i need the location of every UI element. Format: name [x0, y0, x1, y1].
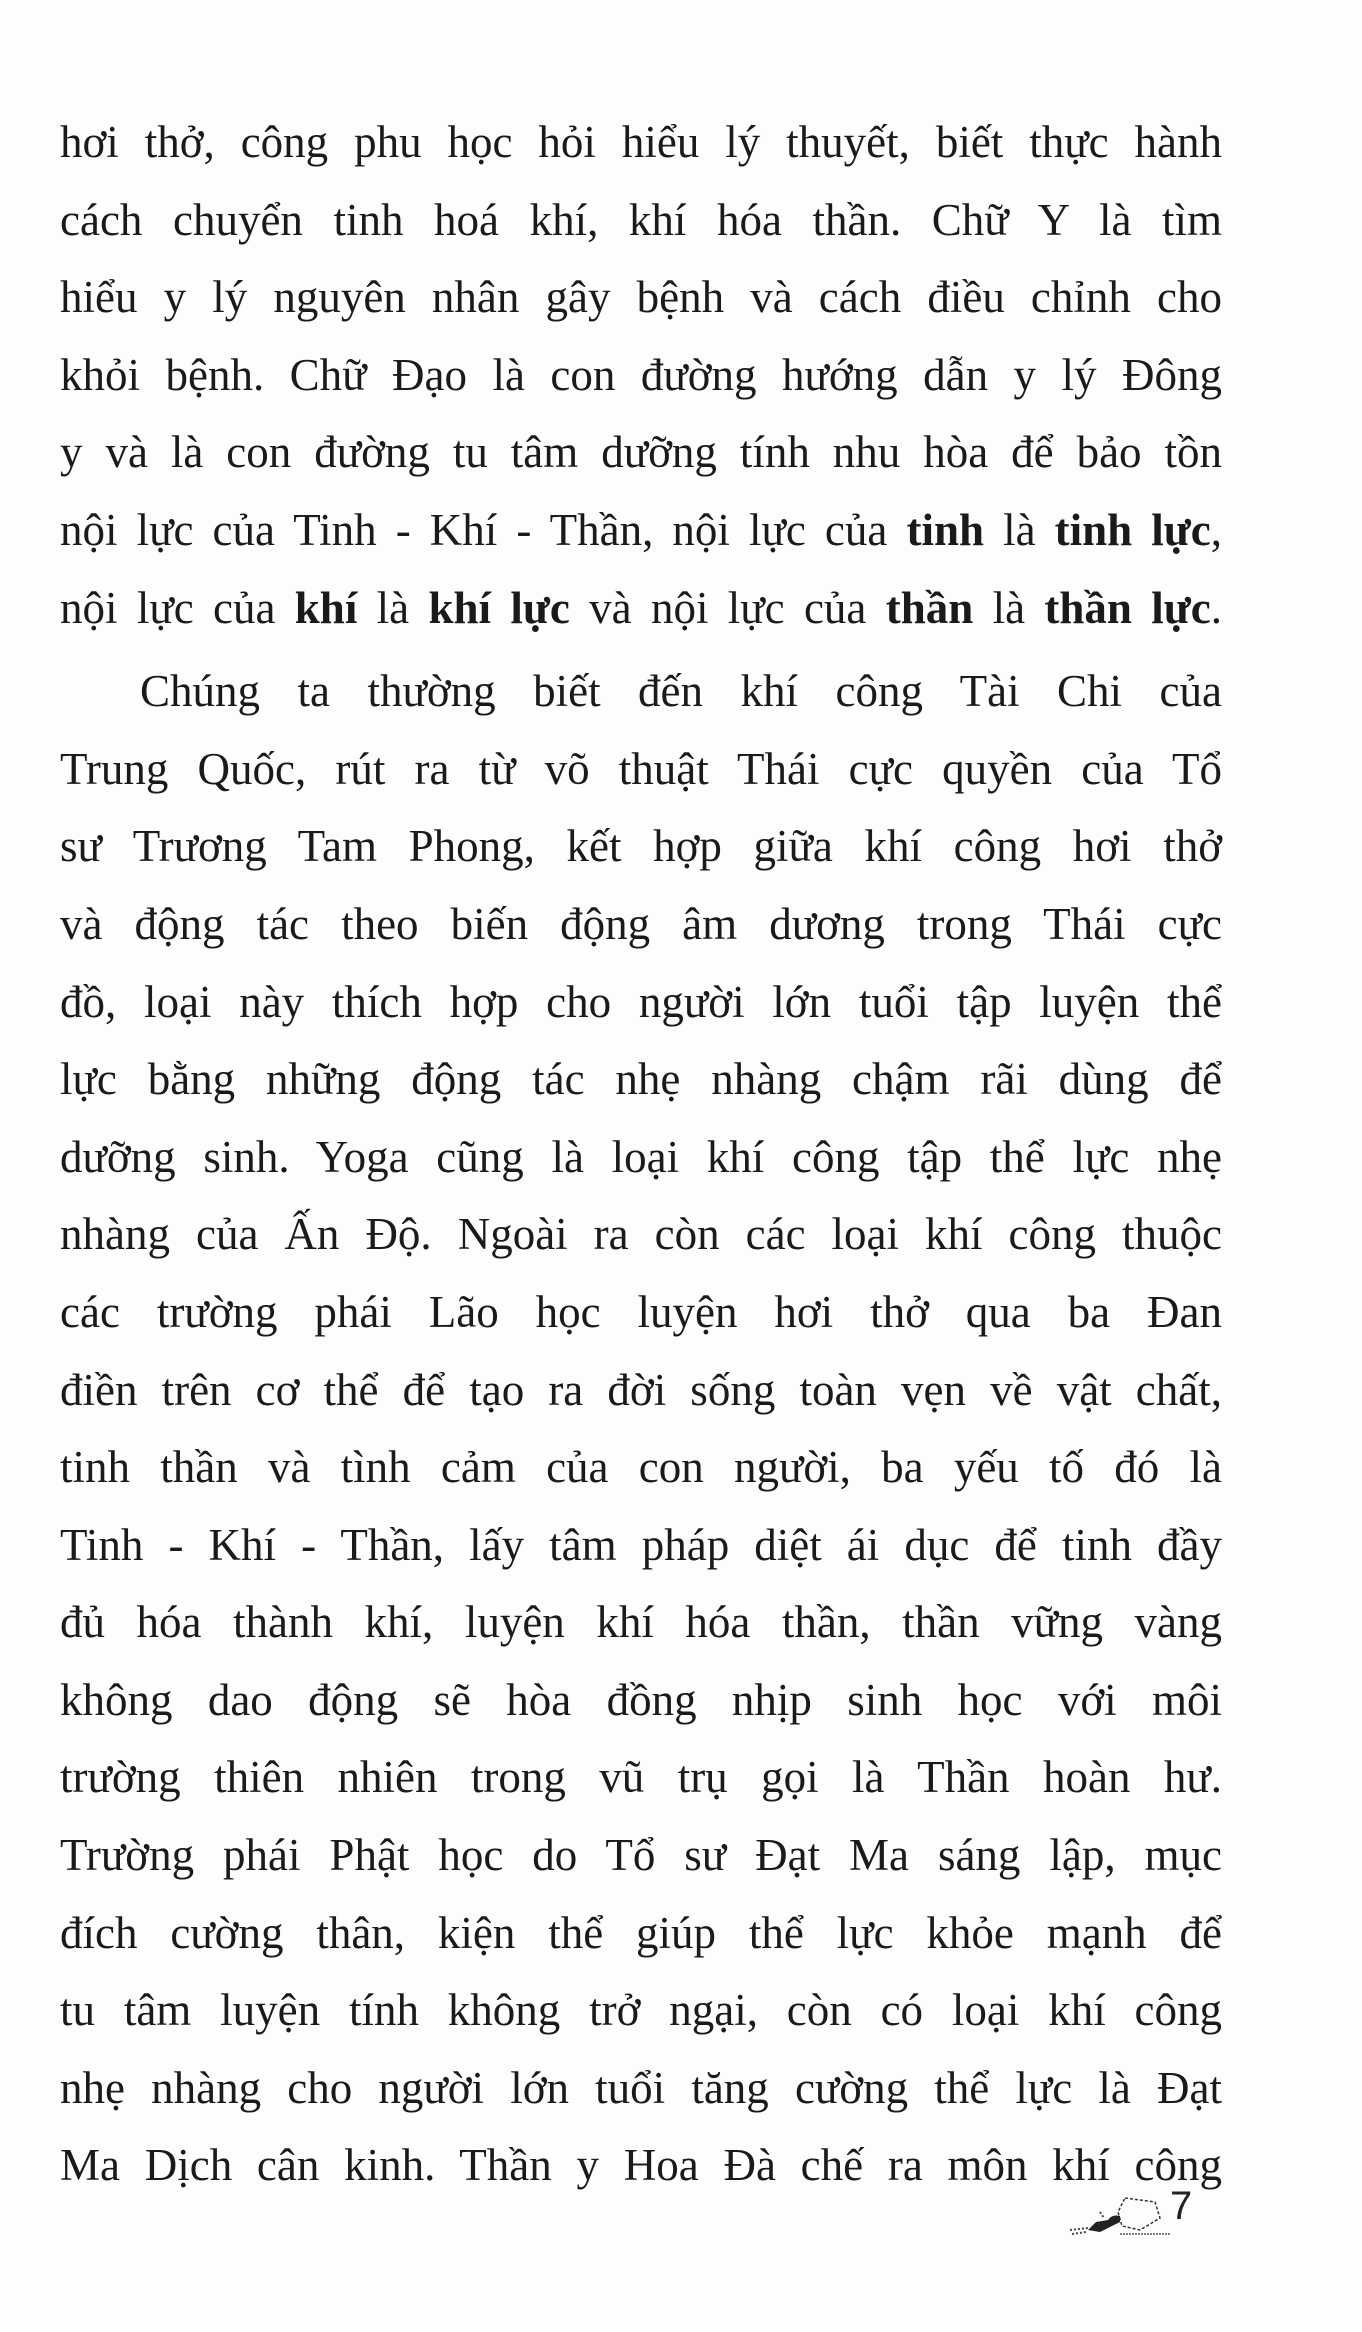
- text-run: dưỡng sinh. Yoga cũng là loại khí công tập thể lực nhẹ: [60, 1131, 1222, 1182]
- text-run: là: [357, 582, 429, 633]
- text-line: [60, 1196, 1222, 1274]
- text-run: trường thiên nhiên trong vũ trụ gọi là Thần hoàn hư.: [60, 1752, 1222, 1803]
- text-run: là: [984, 504, 1055, 555]
- text-run: hơi thở, công phu học hỏi hiểu lý thuyết, biết thực hành: [60, 117, 1222, 167]
- text-line: [60, 182, 1222, 260]
- text-line: [60, 1739, 1222, 1817]
- text-line: [60, 1429, 1222, 1507]
- text-run: Trường phái Phật học do Tổ sư Đạt Ma sáng lập, mục: [60, 1830, 1222, 1881]
- text-line: [60, 1662, 1222, 1740]
- text-line: [60, 259, 1222, 337]
- text-run: Trung Quốc, rút ra từ võ thuật Thái cực quyền của Tổ: [60, 743, 1222, 794]
- text-run: là: [973, 582, 1045, 633]
- text-line: [60, 337, 1222, 415]
- paragraph: [60, 104, 1222, 647]
- text-line: [60, 1972, 1222, 2050]
- text-run: nhẹ nhàng cho người lớn tuổi tăng cường thể lực là Đạt: [60, 2062, 1222, 2113]
- bold-term: thần: [885, 582, 974, 633]
- text-run: các trường phái Lão học luyện hơi thở qua ba Đan: [60, 1286, 1222, 1337]
- text-line: [60, 414, 1222, 492]
- text-run: Ma Dịch cân kinh. Thần y Hoa Đà chế ra môn khí công: [60, 2140, 1222, 2191]
- text-run: và nội lực của: [569, 582, 886, 633]
- bold-term: tinh: [906, 504, 984, 555]
- text-run: sư Trương Tam Phong, kết hợp giữa khí công hơi thở: [60, 821, 1222, 872]
- bird-ornament-icon: [1060, 2190, 1170, 2240]
- page-number: 7: [1170, 2184, 1193, 2228]
- text-line: [60, 653, 1222, 731]
- text-line: [60, 1041, 1222, 1119]
- text-line: [60, 2050, 1222, 2128]
- text-run: nội lực của: [60, 582, 295, 633]
- text-line: [60, 886, 1222, 964]
- text-run: đồ, loại này thích hợp cho người lớn tuổi tập luyện thể: [60, 976, 1222, 1027]
- text-run: khỏi bệnh. Chữ Đạo là con đường hướng dẫn y lý Đông: [60, 349, 1222, 400]
- text-line: [60, 1584, 1222, 1662]
- text-run: tu tâm luyện tính không trở ngại, còn có loại khí công: [60, 1985, 1222, 2036]
- text-run: cách chuyển tinh hoá khí, khí hóa thần. Chữ Y là tìm: [60, 194, 1222, 245]
- text-line: [60, 492, 1222, 570]
- book-page-text: [60, 104, 1222, 2205]
- text-line: [60, 104, 1222, 182]
- text-line: [60, 1119, 1222, 1197]
- text-run: lực bằng những động tác nhẹ nhàng chậm rãi dùng để: [60, 1054, 1222, 1105]
- paragraph: [60, 653, 1222, 2205]
- text-line: [60, 2127, 1222, 2205]
- text-run: Chúng ta thường biết đến khí công Tài Chi của: [140, 666, 1222, 717]
- text-run: nội lực của Tinh - Khí - Thần, nội lực của: [60, 504, 907, 555]
- text-line: [60, 731, 1222, 809]
- text-line: [60, 1507, 1222, 1585]
- text-run: ,: [1210, 504, 1222, 555]
- text-line: [60, 808, 1222, 886]
- text-run: đích cường thân, kiện thể giúp thể lực khỏe mạnh để: [60, 1907, 1222, 1958]
- text-run: .: [1210, 582, 1222, 633]
- text-line: [60, 1817, 1222, 1895]
- text-run: đủ hóa thành khí, luyện khí hóa thần, thần vững vàng: [60, 1597, 1222, 1648]
- text-run: không dao động sẽ hòa đồng nhịp sinh học với môi: [60, 1674, 1222, 1725]
- text-line: [60, 1895, 1222, 1973]
- text-run: hiểu y lý nguyên nhân gây bệnh và cách điều chỉnh cho: [60, 272, 1222, 323]
- bold-term: thần lực: [1044, 582, 1211, 633]
- text-run: điền trên cơ thể để tạo ra đời sống toàn vẹn về vật chất,: [60, 1364, 1222, 1415]
- text-run: nhàng của Ấn Độ. Ngoài ra còn các loại khí công thuộc: [60, 1209, 1222, 1260]
- bold-term: tinh lực: [1054, 504, 1211, 555]
- text-run: và động tác theo biến động âm dương trong Thái cực: [60, 898, 1222, 949]
- text-line: [60, 1274, 1222, 1352]
- bold-term: khí: [294, 582, 358, 633]
- text-line: [60, 964, 1222, 1042]
- text-line: [60, 570, 1222, 648]
- text-line: [60, 1352, 1222, 1430]
- text-run: y và là con đường tu tâm dưỡng tính nhu hòa để bảo tồn: [60, 427, 1222, 478]
- text-run: tinh thần và tình cảm của con người, ba yếu tố đó là: [60, 1442, 1222, 1493]
- text-run: Tinh - Khí - Thần, lấy tâm pháp diệt ái dục để tinh đầy: [60, 1519, 1222, 1570]
- bold-term: khí lực: [428, 582, 570, 633]
- page-footer: [1060, 2184, 1230, 2250]
